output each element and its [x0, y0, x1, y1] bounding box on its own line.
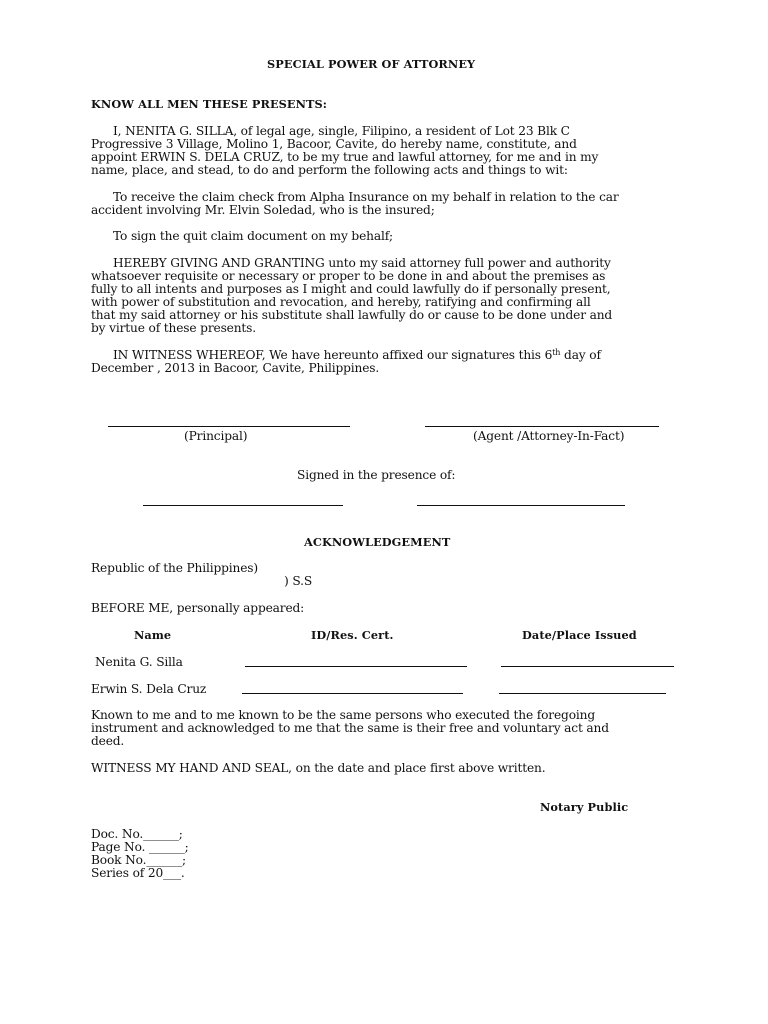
venue-ss: ) S.S	[284, 574, 313, 588]
presence-label: Signed in the presence of:	[297, 468, 456, 482]
intro-line: appoint ERWIN S. DELA CRUZ, to be my true and lawful attorney, for me and in my	[91, 150, 599, 164]
witness-text-end: day of	[560, 348, 601, 362]
table-header-date: Date/Place Issued	[522, 628, 637, 642]
witness-line	[113, 349, 601, 362]
witness-day-suffix: th	[552, 348, 561, 357]
before-me-line: BEFORE ME, personally appeared:	[91, 601, 305, 615]
known-line: instrument and acknowledged to me that the same is their free and voluntary act and	[91, 721, 609, 735]
principal-signature-line	[108, 426, 350, 427]
witness-2-signature-line	[417, 505, 625, 506]
witness-hand-line: WITNESS MY HAND AND SEAL, on the date and place first above written.	[91, 761, 546, 775]
greeting: KNOW ALL MEN THESE PRESENTS:	[91, 97, 328, 111]
granting-line: whatsoever requisite or necessary or proper to be done in and about the premises as	[91, 269, 606, 283]
principal-label: (Principal)	[184, 429, 248, 443]
id-blank-line	[245, 666, 467, 667]
table-row-name: Nenita G. Silla	[95, 655, 183, 669]
known-line: deed.	[91, 734, 125, 748]
witness-line: December , 2013 in Bacoor, Cavite, Philippines.	[91, 361, 380, 375]
act-1-line: To receive the claim check from Alpha Insurance on my behalf in relation to the car	[113, 190, 619, 204]
witness-1-signature-line	[143, 505, 343, 506]
date-blank-line	[499, 693, 666, 694]
agent-label: (Agent /Attorney-In-Fact)	[473, 429, 625, 443]
known-line: Known to me and to me known to be the same persons who executed the foregoing	[91, 708, 595, 722]
act-2-line: To sign the quit claim document on my behalf;	[113, 229, 394, 243]
agent-signature-line	[425, 426, 659, 427]
granting-line: fully to all intents and purposes as I might and could lawfully do if personally present,	[91, 282, 611, 296]
table-header-name: Name	[134, 628, 172, 642]
witness-text: IN WITNESS WHEREOF, We have hereunto affixed our signatures this 6	[113, 348, 553, 362]
document-title: SPECIAL POWER OF ATTORNEY	[267, 57, 476, 71]
notary-public-label: Notary Public	[540, 800, 629, 814]
venue-republic: Republic of the Philippines)	[91, 561, 259, 575]
granting-line: HEREBY GIVING AND GRANTING unto my said attorney full power and authority	[113, 256, 611, 270]
acknowledgement-title: ACKNOWLEDGEMENT	[304, 535, 451, 549]
book-number: Book No.______;	[91, 853, 186, 867]
series-number: Series of 20___.	[91, 866, 185, 880]
intro-line: name, place, and stead, to do and perform the following acts and things to wit:	[91, 163, 568, 177]
granting-line: that my said attorney or his substitute shall lawfully do or cause to be done under and	[91, 308, 613, 322]
granting-line: with power of substitution and revocation, and hereby, ratifying and confirming all	[91, 295, 591, 309]
doc-number: Doc. No.______;	[91, 827, 183, 841]
granting-line: by virtue of these presents.	[91, 321, 257, 335]
act-1-line: accident involving Mr. Elvin Soledad, who is the insured;	[91, 203, 435, 217]
table-header-id: ID/Res. Cert.	[311, 628, 394, 642]
intro-line: Progressive 3 Village, Molino 1, Bacoor, Cavite, do hereby name, constitute, and	[91, 137, 577, 151]
date-blank-line	[501, 666, 674, 667]
id-blank-line	[242, 693, 463, 694]
page-number: Page No. ______;	[91, 840, 189, 854]
table-row-name: Erwin S. Dela Cruz	[91, 682, 207, 696]
intro-line: I, NENITA G. SILLA, of legal age, single, Filipino, a resident of Lot 23 Blk C	[113, 124, 570, 138]
